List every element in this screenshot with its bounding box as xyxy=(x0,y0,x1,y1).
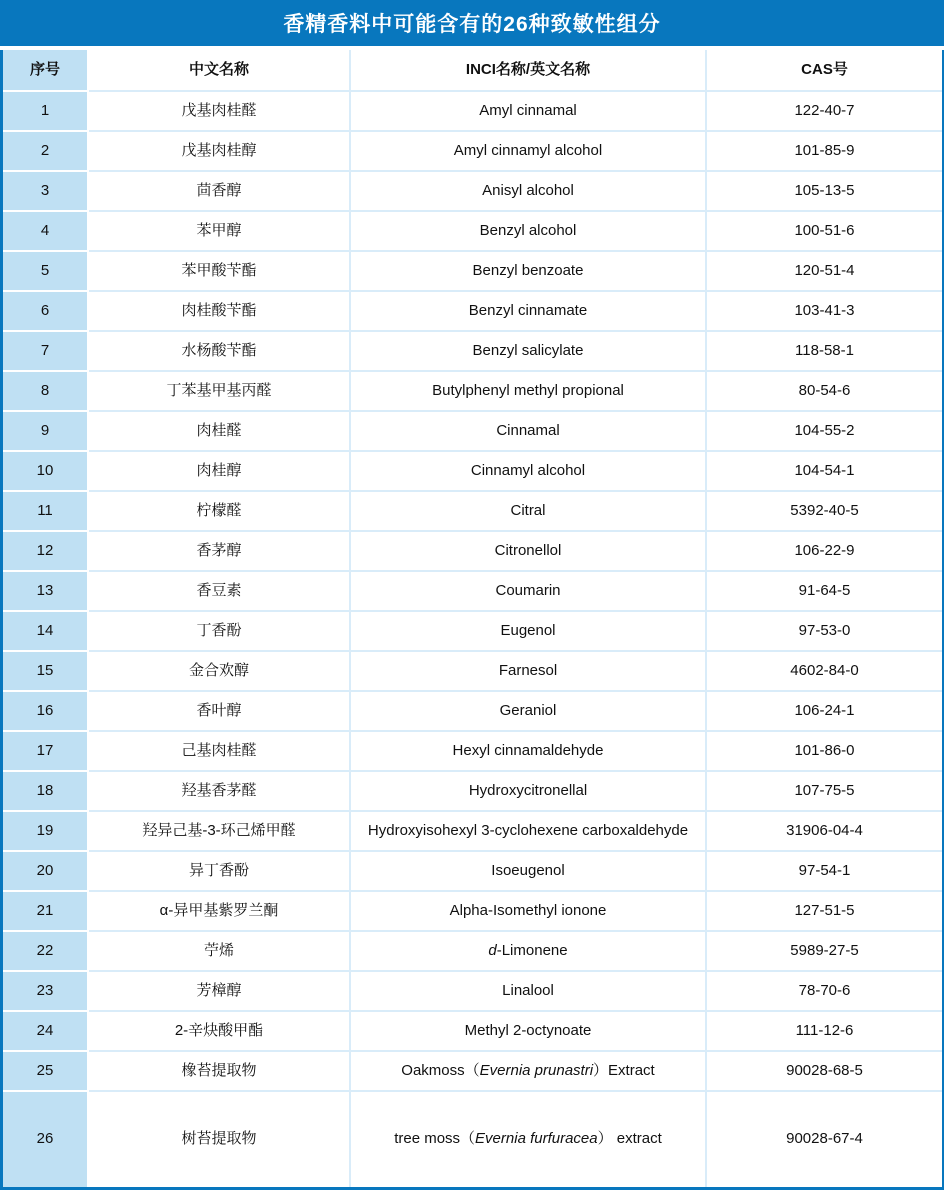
chinese-name-cell: 己基肉桂醛 xyxy=(88,731,350,771)
chinese-name-cell: 芳樟醇 xyxy=(88,971,350,1011)
inci-name-cell: Amyl cinnamal xyxy=(350,91,706,131)
cas-number-cell: 120-51-4 xyxy=(706,251,942,291)
cas-number-cell: 105-13-5 xyxy=(706,171,942,211)
chinese-name-cell: 肉桂醇 xyxy=(88,451,350,491)
inci-name-cell: tree moss（Evernia furfuracea） extract xyxy=(350,1091,706,1187)
inci-name-cell: Benzyl salicylate xyxy=(350,331,706,371)
row-number-cell: 8 xyxy=(3,371,88,411)
table-row xyxy=(3,131,942,171)
table-row xyxy=(3,651,942,691)
inci-name-cell: Hydroxyisohexyl 3-cyclohexene carboxaldehyde xyxy=(350,811,706,851)
table-row xyxy=(3,1051,942,1091)
row-number-cell: 3 xyxy=(3,171,88,211)
cas-number-cell: 90028-67-4 xyxy=(706,1091,942,1187)
page-title: 香精香料中可能含有的26种致敏性组分 xyxy=(0,0,944,46)
cas-number-cell: 78-70-6 xyxy=(706,971,942,1011)
inci-name-cell: Butylphenyl methyl propional xyxy=(350,371,706,411)
row-number-cell: 12 xyxy=(3,531,88,571)
cas-number-cell: 97-54-1 xyxy=(706,851,942,891)
chinese-name-cell: 戊基肉桂醛 xyxy=(88,91,350,131)
cas-number-cell: 97-53-0 xyxy=(706,611,942,651)
row-number-cell: 14 xyxy=(3,611,88,651)
inci-name-cell: Cinnamyl alcohol xyxy=(350,451,706,491)
table-row xyxy=(3,171,942,211)
row-number-cell: 18 xyxy=(3,771,88,811)
row-number-cell: 7 xyxy=(3,331,88,371)
row-number-cell: 13 xyxy=(3,571,88,611)
inci-name-cell: Amyl cinnamyl alcohol xyxy=(350,131,706,171)
table-row xyxy=(3,1091,942,1187)
chinese-name-cell: 肉桂醛 xyxy=(88,411,350,451)
inci-name-cell: Isoeugenol xyxy=(350,851,706,891)
cas-number-cell: 91-64-5 xyxy=(706,571,942,611)
table-row xyxy=(3,91,942,131)
chinese-name-cell: 橡苔提取物 xyxy=(88,1051,350,1091)
chinese-name-cell: 香茅醇 xyxy=(88,531,350,571)
table-row xyxy=(3,531,942,571)
inci-name-cell: Farnesol xyxy=(350,651,706,691)
table-row xyxy=(3,371,942,411)
chinese-name-cell: 羟异己基-3-环己烯甲醛 xyxy=(88,811,350,851)
row-number-cell: 5 xyxy=(3,251,88,291)
table-row xyxy=(3,571,942,611)
chinese-name-cell: 苧烯 xyxy=(88,931,350,971)
row-number-cell: 6 xyxy=(3,291,88,331)
chinese-name-cell: 丁香酚 xyxy=(88,611,350,651)
cas-number-cell: 127-51-5 xyxy=(706,891,942,931)
cas-number-cell: 101-85-9 xyxy=(706,131,942,171)
table-row xyxy=(3,491,942,531)
table-row xyxy=(3,211,942,251)
row-number-cell: 21 xyxy=(3,891,88,931)
cas-number-cell: 5392-40-5 xyxy=(706,491,942,531)
table-row xyxy=(3,611,942,651)
cas-number-cell: 106-22-9 xyxy=(706,531,942,571)
chinese-name-cell: 苯甲酸苄酯 xyxy=(88,251,350,291)
chinese-name-cell: 羟基香茅醛 xyxy=(88,771,350,811)
header-cas-number: CAS号 xyxy=(706,50,942,91)
chinese-name-cell: 金合欢醇 xyxy=(88,651,350,691)
chinese-name-cell: 水杨酸苄酯 xyxy=(88,331,350,371)
chinese-name-cell: 异丁香酚 xyxy=(88,851,350,891)
inci-name-cell: Alpha-Isomethyl ionone xyxy=(350,891,706,931)
row-number-cell: 4 xyxy=(3,211,88,251)
cas-number-cell: 101-86-0 xyxy=(706,731,942,771)
table-row xyxy=(3,931,942,971)
row-number-cell: 17 xyxy=(3,731,88,771)
chinese-name-cell: 丁苯基甲基丙醛 xyxy=(88,371,350,411)
inci-name-cell: Methyl 2-octynoate xyxy=(350,1011,706,1051)
cas-number-cell: 118-58-1 xyxy=(706,331,942,371)
chinese-name-cell: 树苔提取物 xyxy=(88,1091,350,1187)
table-row xyxy=(3,891,942,931)
header-inci-name: INCI名称/英文名称 xyxy=(350,50,706,91)
row-number-cell: 25 xyxy=(3,1051,88,1091)
row-number-cell: 10 xyxy=(3,451,88,491)
row-number-cell: 16 xyxy=(3,691,88,731)
cas-number-cell: 4602-84-0 xyxy=(706,651,942,691)
cas-number-cell: 122-40-7 xyxy=(706,91,942,131)
allergen-table xyxy=(3,50,942,1187)
row-number-cell: 20 xyxy=(3,851,88,891)
table-row xyxy=(3,291,942,331)
cas-number-cell: 104-54-1 xyxy=(706,451,942,491)
table-row xyxy=(3,331,942,371)
chinese-name-cell: 茴香醇 xyxy=(88,171,350,211)
row-number-cell: 15 xyxy=(3,651,88,691)
row-number-cell: 23 xyxy=(3,971,88,1011)
inci-name-cell: Linalool xyxy=(350,971,706,1011)
table-body xyxy=(3,91,942,1187)
header-chinese-name: 中文名称 xyxy=(88,50,350,91)
inci-name-cell: Coumarin xyxy=(350,571,706,611)
inci-name-cell: Benzyl alcohol xyxy=(350,211,706,251)
table-row xyxy=(3,771,942,811)
header-row xyxy=(3,50,942,91)
inci-name-cell: Cinnamal xyxy=(350,411,706,451)
inci-name-cell: Citral xyxy=(350,491,706,531)
chinese-name-cell: 苯甲醇 xyxy=(88,211,350,251)
table-row xyxy=(3,811,942,851)
cas-number-cell: 106-24-1 xyxy=(706,691,942,731)
table-row xyxy=(3,731,942,771)
cas-number-cell: 5989-27-5 xyxy=(706,931,942,971)
table-row xyxy=(3,1011,942,1051)
row-number-cell: 11 xyxy=(3,491,88,531)
cas-number-cell: 107-75-5 xyxy=(706,771,942,811)
header-number: 序号 xyxy=(3,50,88,91)
chinese-name-cell: 柠檬醛 xyxy=(88,491,350,531)
row-number-cell: 24 xyxy=(3,1011,88,1051)
row-number-cell: 26 xyxy=(3,1091,88,1187)
chinese-name-cell: 戊基肉桂醇 xyxy=(88,131,350,171)
inci-name-cell: Anisyl alcohol xyxy=(350,171,706,211)
chinese-name-cell: 2-辛炔酸甲酯 xyxy=(88,1011,350,1051)
inci-name-cell: Geraniol xyxy=(350,691,706,731)
table-row xyxy=(3,851,942,891)
table-row xyxy=(3,251,942,291)
table-row xyxy=(3,691,942,731)
inci-name-cell: d-Limonene xyxy=(350,931,706,971)
row-number-cell: 1 xyxy=(3,91,88,131)
inci-name-cell: Benzyl benzoate xyxy=(350,251,706,291)
inci-name-cell: Hexyl cinnamaldehyde xyxy=(350,731,706,771)
inci-name-cell: Hydroxycitronellal xyxy=(350,771,706,811)
cas-number-cell: 103-41-3 xyxy=(706,291,942,331)
chinese-name-cell: 香叶醇 xyxy=(88,691,350,731)
chinese-name-cell: 肉桂酸苄酯 xyxy=(88,291,350,331)
table-row xyxy=(3,451,942,491)
cas-number-cell: 111-12-6 xyxy=(706,1011,942,1051)
inci-name-cell: Citronellol xyxy=(350,531,706,571)
table-row xyxy=(3,411,942,451)
inci-name-cell: Oakmoss（Evernia prunastri）Extract xyxy=(350,1051,706,1091)
row-number-cell: 9 xyxy=(3,411,88,451)
cas-number-cell: 90028-68-5 xyxy=(706,1051,942,1091)
row-number-cell: 2 xyxy=(3,131,88,171)
cas-number-cell: 80-54-6 xyxy=(706,371,942,411)
cas-number-cell: 100-51-6 xyxy=(706,211,942,251)
cas-number-cell: 31906-04-4 xyxy=(706,811,942,851)
inci-name-cell: Benzyl cinnamate xyxy=(350,291,706,331)
inci-name-cell: Eugenol xyxy=(350,611,706,651)
table-row xyxy=(3,971,942,1011)
row-number-cell: 19 xyxy=(3,811,88,851)
chinese-name-cell: 香豆素 xyxy=(88,571,350,611)
row-number-cell: 22 xyxy=(3,931,88,971)
chinese-name-cell: α-异甲基紫罗兰酮 xyxy=(88,891,350,931)
cas-number-cell: 104-55-2 xyxy=(706,411,942,451)
table-frame xyxy=(0,50,944,1190)
